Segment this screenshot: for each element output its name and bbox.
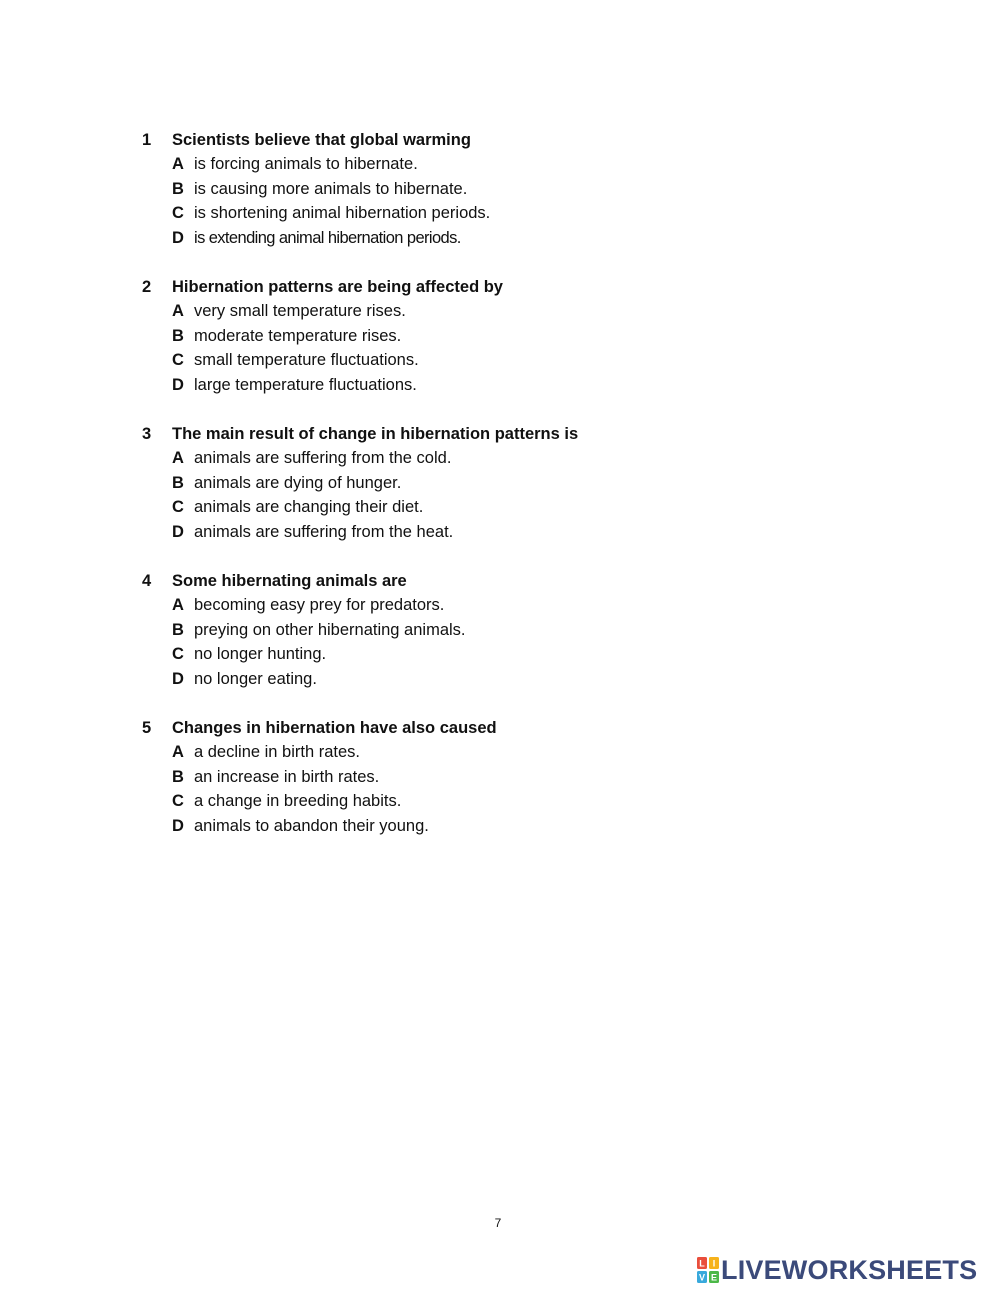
option-letter: A [172, 155, 184, 174]
option-text: animals are suffering from the cold. [194, 449, 452, 468]
answer-option-5c[interactable] [142, 790, 842, 815]
option-letter: B [172, 620, 184, 639]
option-letter: D [172, 816, 184, 835]
question-1 [142, 128, 842, 251]
option-letter: A [172, 743, 184, 762]
question-text: Hibernation patterns are being affected by [172, 277, 503, 296]
answer-option-3b[interactable] [142, 471, 842, 496]
option-letter: A [172, 596, 184, 615]
answer-option-3a[interactable] [142, 447, 842, 472]
option-letter: B [172, 326, 184, 345]
question-list [142, 128, 842, 863]
question-number: 3 [142, 424, 152, 443]
option-letter: D [172, 375, 184, 394]
answer-option-5d[interactable] [142, 814, 842, 839]
option-text: small temperature fluctuations. [194, 351, 419, 370]
answer-option-2b[interactable] [142, 324, 842, 349]
brand-name: LIVEWORKSHEETS [721, 1255, 978, 1285]
question-2 [142, 275, 842, 398]
question-text: Some hibernating animals are [172, 571, 407, 590]
answer-option-1a[interactable] [142, 153, 842, 178]
option-text: no longer hunting. [194, 645, 327, 664]
logo-letter-l: L [699, 1258, 705, 1269]
option-text: is shortening animal hibernation periods. [194, 204, 491, 223]
answer-option-4b[interactable] [142, 618, 842, 643]
option-letter: A [172, 302, 184, 321]
option-letter: B [172, 767, 184, 786]
question-text: The main result of change in hibernation patterns is [172, 424, 579, 443]
option-text: very small temperature rises. [194, 302, 406, 321]
option-letter: D [172, 669, 184, 688]
logo-letter-v: V [698, 1272, 706, 1283]
answer-option-5b[interactable] [142, 765, 842, 790]
answer-option-2a[interactable] [142, 300, 842, 325]
option-letter: C [172, 645, 184, 664]
option-letter: C [172, 498, 184, 517]
page-number: 7 [494, 1216, 502, 1230]
question-stem [142, 422, 842, 447]
option-letter: A [172, 449, 184, 468]
option-letter: C [172, 204, 184, 223]
question-text: Scientists believe that global warming [172, 130, 471, 149]
liveworksheets-brand[interactable] [697, 1256, 977, 1284]
option-text: preying on other hibernating animals. [194, 620, 466, 639]
option-letter: C [172, 792, 184, 811]
answer-option-2d[interactable] [142, 373, 842, 398]
option-letter: D [172, 522, 184, 541]
answer-option-1b[interactable] [142, 177, 842, 202]
option-letter: C [172, 351, 184, 370]
answer-option-4d[interactable] [142, 667, 842, 692]
option-text: is forcing animals to hibernate. [194, 155, 418, 174]
answer-option-3d[interactable] [142, 520, 842, 545]
option-text: large temperature fluctuations. [194, 375, 417, 394]
option-text: animals are dying of hunger. [194, 473, 402, 492]
option-letter: B [172, 179, 184, 198]
question-5 [142, 716, 842, 839]
option-text: animals are changing their diet. [194, 498, 424, 517]
question-stem [142, 128, 842, 153]
option-text: is extending animal hibernation periods. [194, 228, 461, 247]
option-text: no longer eating. [194, 669, 317, 688]
answer-option-5a[interactable] [142, 741, 842, 766]
option-text: is causing more animals to hibernate. [194, 179, 468, 198]
question-3 [142, 422, 842, 545]
option-text: an increase in birth rates. [194, 767, 380, 786]
option-letter: D [172, 228, 184, 247]
answer-option-4a[interactable] [142, 594, 842, 619]
option-text: moderate temperature rises. [194, 326, 402, 345]
question-number: 2 [142, 277, 152, 296]
question-number: 1 [142, 130, 152, 149]
option-text: animals to abandon their young. [194, 816, 429, 835]
option-text: becoming easy prey for predators. [194, 596, 445, 615]
answer-option-3c[interactable] [142, 496, 842, 521]
question-number: 4 [142, 571, 152, 590]
answer-option-1c[interactable] [142, 202, 842, 227]
answer-option-2c[interactable] [142, 349, 842, 374]
question-stem [142, 569, 842, 594]
question-4 [142, 569, 842, 692]
logo-letter-e: E [710, 1272, 718, 1283]
liveworksheets-logo-icon [697, 1257, 719, 1283]
question-text: Changes in hibernation have also caused [172, 718, 497, 737]
option-letter: B [172, 473, 184, 492]
option-text: a decline in birth rates. [194, 743, 361, 762]
question-stem [142, 275, 842, 300]
answer-option-1d[interactable] [142, 226, 842, 251]
question-stem [142, 716, 842, 741]
option-text: a change in breeding habits. [194, 792, 402, 811]
option-text: animals are suffering from the heat. [194, 522, 454, 541]
question-number: 5 [142, 718, 152, 737]
logo-letter-i: I [712, 1258, 716, 1269]
answer-option-4c[interactable] [142, 643, 842, 668]
